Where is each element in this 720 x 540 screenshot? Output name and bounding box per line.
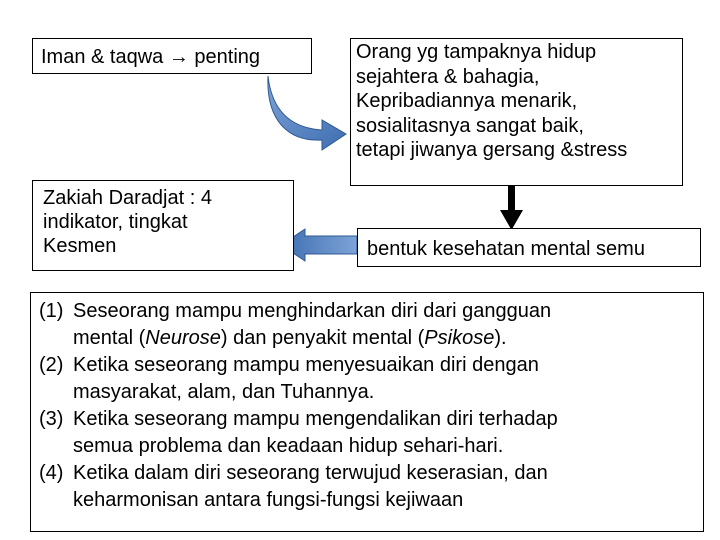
list-item-line [73, 325, 703, 352]
orang-line-5: tetapi jiwanya gersang &stress [356, 139, 628, 161]
orang-line-4: sosialitasnya sangat baik, [356, 114, 584, 137]
iman-taqwa-box [32, 38, 312, 74]
orang-line-2: sejahtera & bahagia, [356, 65, 540, 88]
list-item-line: Ketika dalam diri seseorang terwujud keserasian, dan [73, 462, 548, 484]
orang-line-3: Kepribadiannya menarik, [356, 90, 578, 112]
list-item-number: (1) [39, 300, 64, 322]
mental-health-form-text: bentuk kesehatan mental semu [367, 238, 645, 260]
list-item [39, 352, 703, 406]
list-item-line: Ketika seseorang mampu menyesuaikan diri dengan [73, 354, 539, 376]
zakiah-line-3: Kesmen [43, 235, 117, 257]
orang-line-1: Orang yg tampaknya hidup [356, 41, 597, 63]
list-item-line: semua problema dan keadaan hidup sehari-hari. [73, 435, 504, 457]
list-item [39, 460, 703, 514]
list-item-line: Seseorang mampu menghindarkan diri dari gangguan [73, 300, 552, 322]
list-item-line: keharmonisan antara fungsi-fungsi kejiwaan [73, 489, 464, 511]
list-item-text: mental ( [73, 327, 146, 349]
orang-description-box [350, 38, 683, 186]
list-item-number: (3) [39, 408, 64, 430]
right-arrow-icon: → [168, 46, 189, 68]
list-item-line: masyarakat, alam, dan Tuhannya. [73, 381, 375, 403]
iman-taqwa-text: Iman & taqwa [41, 46, 164, 68]
indicator-list-box [30, 292, 704, 532]
psikose-term: Psikose [424, 327, 495, 349]
list-item-number: (2) [39, 354, 64, 376]
list-item-number: (4) [39, 462, 64, 484]
list-item [39, 406, 703, 460]
list-item [39, 298, 703, 352]
list-item-line: Ketika seseorang mampu mengendalikan diri terhadap [73, 408, 558, 430]
zakiah-line-1: Zakiah Daradjat : 4 [43, 187, 212, 209]
neurose-term: Neurose [145, 327, 221, 349]
mental-health-form-box [357, 228, 701, 267]
zakiah-line-2: indikator, tingkat [43, 211, 188, 233]
zakiah-daradjat-box [32, 180, 294, 271]
list-item-text: ). [494, 327, 507, 349]
list-item-text: ) dan penyakit mental ( [220, 327, 425, 349]
penting-text: penting [194, 46, 261, 68]
